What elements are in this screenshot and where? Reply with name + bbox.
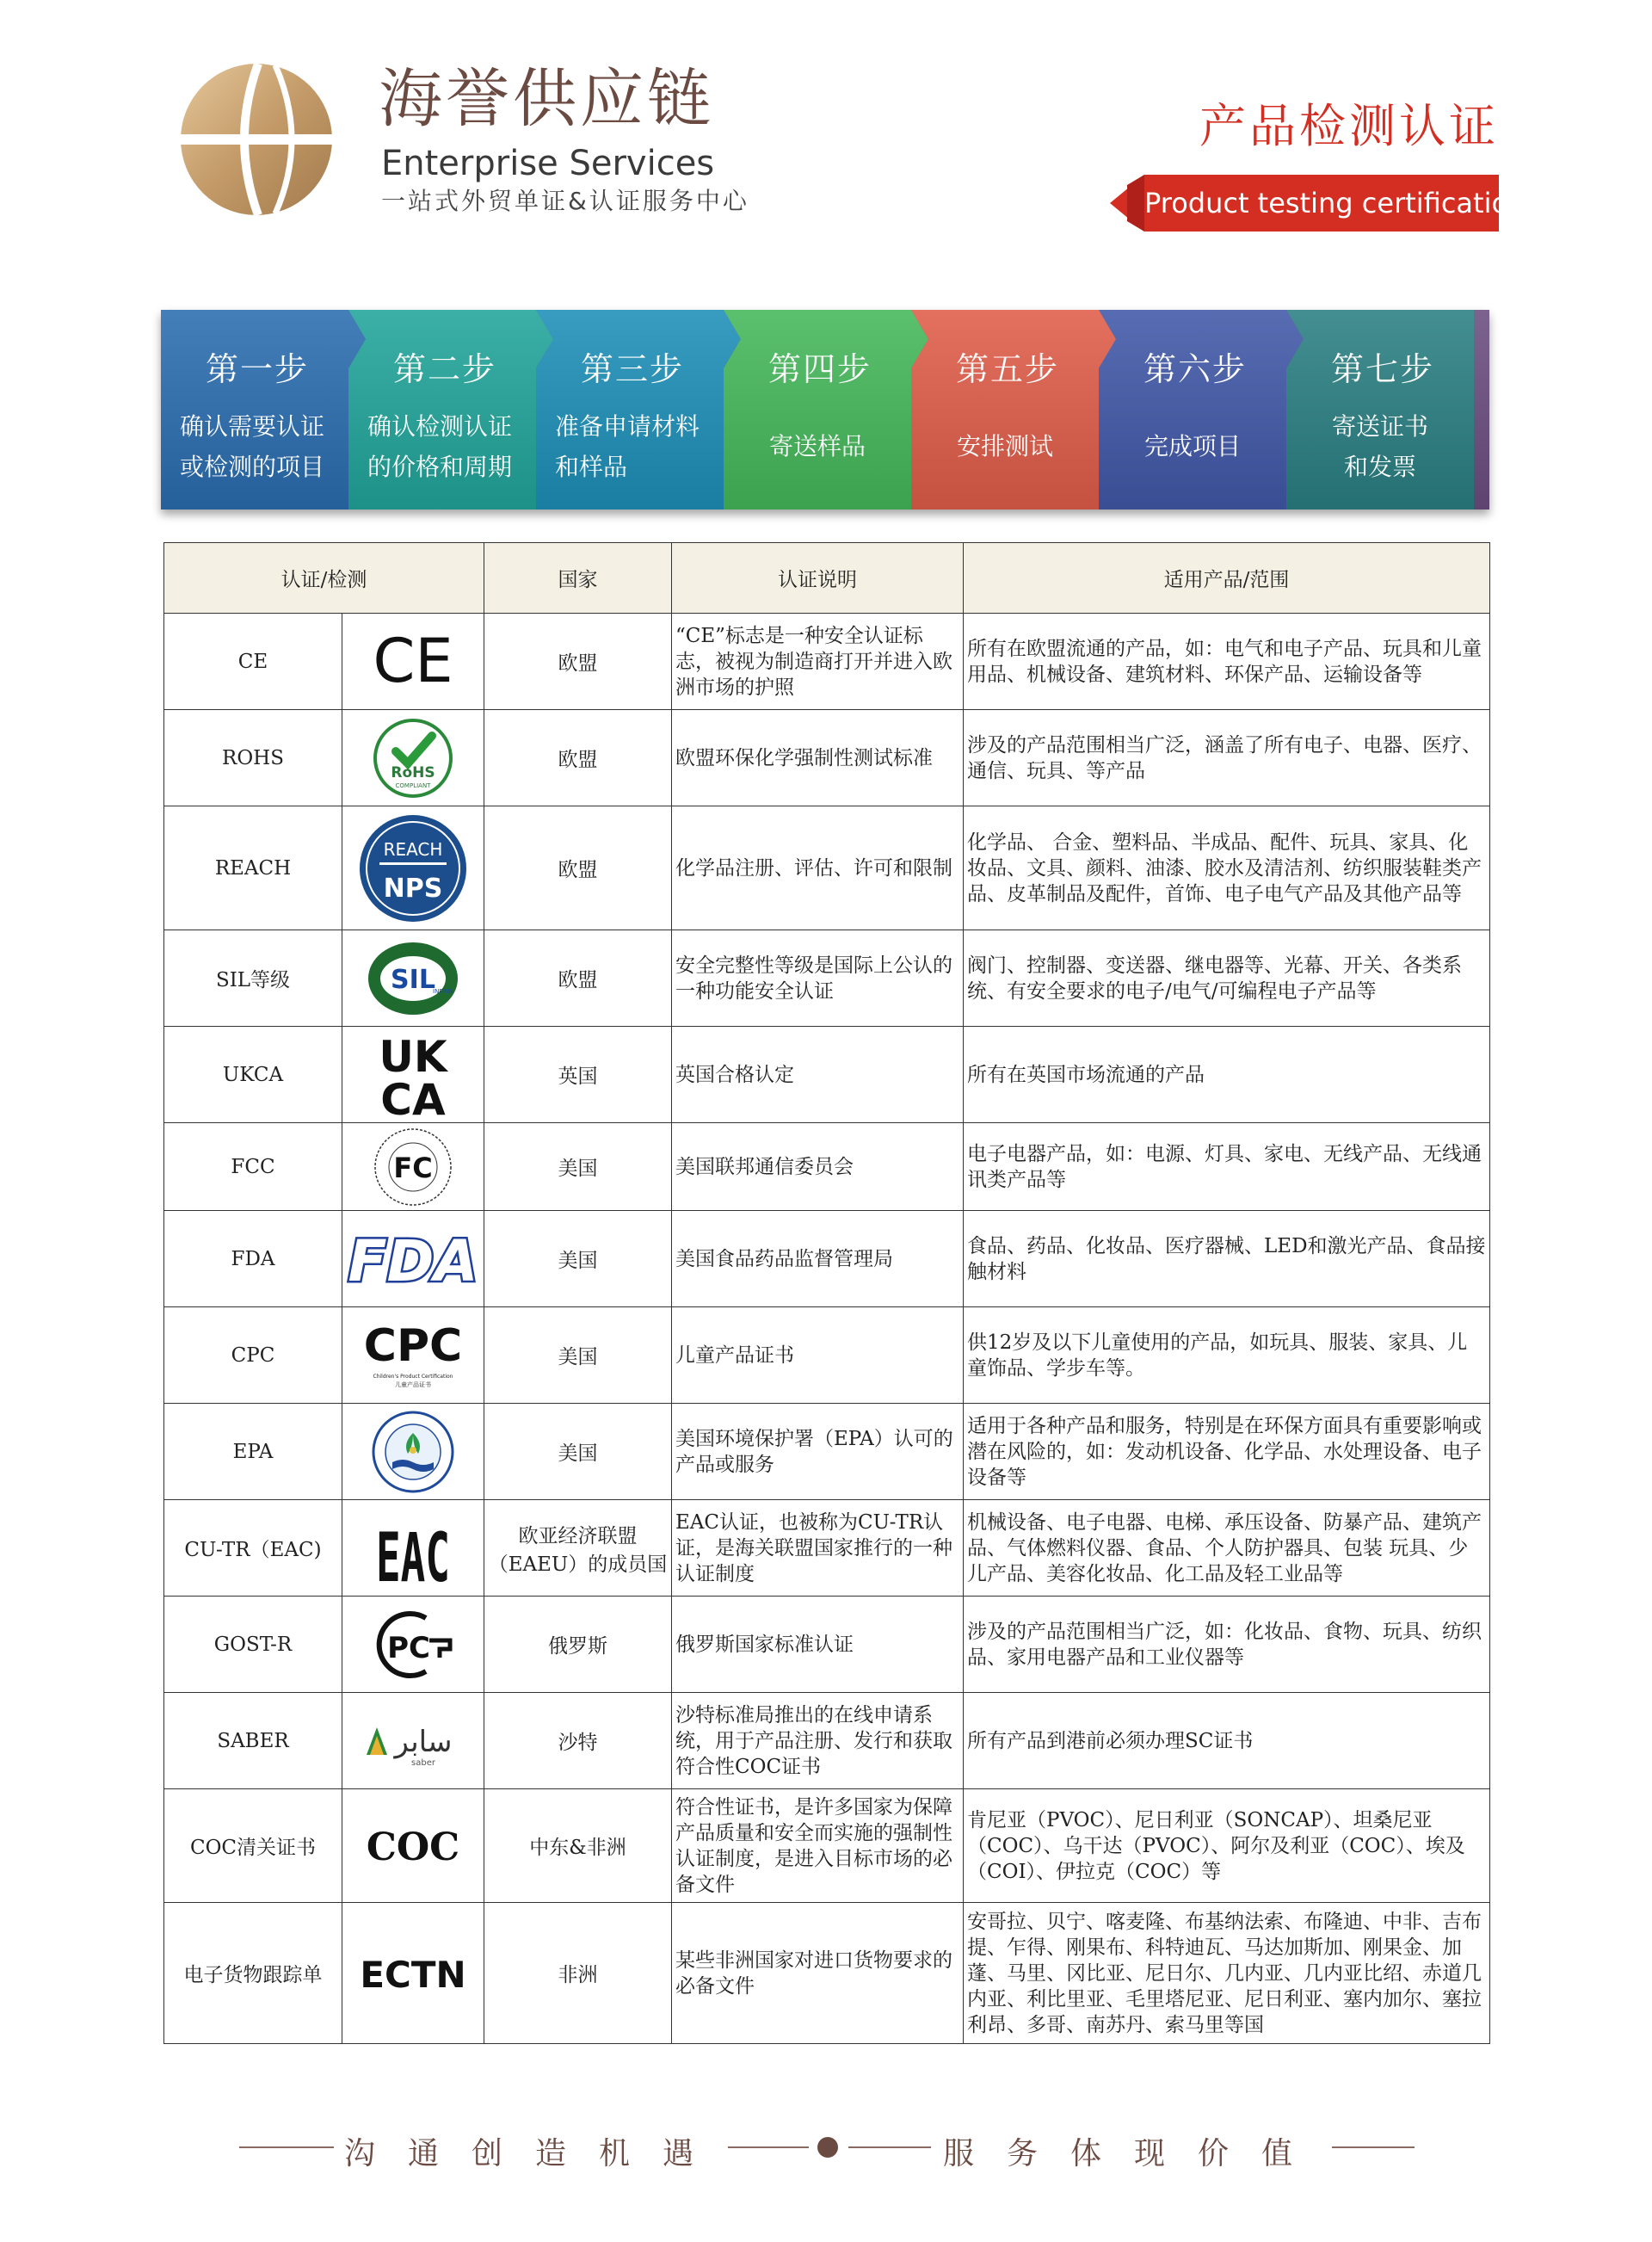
header-country: 国家 [484,543,672,614]
cert-desc: 美国环境保护署（EPA）认可的产品或服务 [672,1404,964,1500]
svg-text:CE: CE [373,625,453,696]
header-scope: 适用产品/范围 [964,543,1490,614]
step-5 [911,310,1099,510]
svg-text:FDA: FDA [348,1227,478,1294]
step-5-desc: 安排测试 [956,432,1053,460]
certification-table [163,542,1490,2044]
cert-country: 美国 [484,1123,672,1211]
rohs-logo-icon [342,710,484,806]
cert-country: 欧盟 [484,806,672,930]
cert-name: CU-TR（EAC) [164,1500,342,1597]
page-title-en-banner [1110,175,1526,232]
cert-desc: 安全完整性等级是国际上公认的一种功能安全认证 [672,930,964,1027]
svg-text:FC: FC [393,1151,433,1184]
table-header-row [164,543,1490,614]
step-1-desc: 确认需要认证或检测的项目 [180,412,325,481]
cert-scope: 所有产品到港前必须办理SC证书 [964,1693,1490,1789]
step-6-title: 第六步 [1143,350,1248,388]
cert-name: COC清关证书 [164,1789,342,1903]
cert-name: REACH [164,806,342,930]
footer-line-mid-left [728,2146,809,2148]
cert-desc: 某些非洲国家对进口货物要求的必备文件 [672,1903,964,2044]
table-row [164,1404,1490,1500]
reach-logo-icon [342,806,484,930]
svg-text:CA: CA [380,1074,446,1125]
cert-country: 美国 [484,1307,672,1404]
cert-scope: 食品、药品、化妆品、医疗器械、LED和激光产品、食品接触材料 [964,1211,1490,1307]
cert-name: CE [164,614,342,710]
cert-desc: “CE”标志是一种安全认证标志，被视为制造商打开并进入欧洲市场的护照 [672,614,964,710]
table-row [164,1123,1490,1211]
step-6 [1099,310,1286,510]
cert-scope: 电子电器产品，如：电源、灯具、家电、无线产品、无线通讯类产品等 [964,1123,1490,1211]
cert-country: 美国 [484,1211,672,1307]
step-7 [1286,310,1474,510]
fda-logo-icon [342,1211,484,1307]
brand-name-cn: 海誉供应链 [379,62,714,136]
cert-scope: 涉及的产品范围相当广泛，涵盖了所有电子、电器、医疗、通信、玩具、等产品 [964,710,1490,806]
step-1 [161,310,348,510]
header-cert: 认证/检测 [164,543,484,614]
step-7-title: 第七步 [1331,350,1435,388]
step-3-title: 第三步 [581,350,685,388]
cert-name: UKCA [164,1027,342,1123]
cert-desc: 美国食品药品监督管理局 [672,1211,964,1307]
svg-text:儿童产品证书: 儿童产品证书 [395,1380,431,1388]
cert-scope: 阀门、控制器、变送器、继电器等、光幕、开关、各类系统、有安全要求的电子/电气/可编程电子产品等 [964,930,1490,1027]
ukca-logo-icon [342,1027,484,1123]
ectn-logo-icon [342,1903,484,2044]
coc-logo-icon [342,1789,484,1903]
cert-name: CPC [164,1307,342,1404]
cert-scope: 所有在英国市场流通的产品 [964,1027,1490,1123]
cert-desc: 英国合格认定 [672,1027,964,1123]
cert-name: 电子货物跟踪单 [164,1903,342,2044]
svg-text:COMPLIANT: COMPLIANT [395,781,431,789]
footer-line-mid-right [848,2146,931,2148]
page-title-en: Product testing certification [1144,187,1526,219]
cert-name: EPA [164,1404,342,1500]
svg-text:UK: UK [379,1031,447,1082]
svg-text:ECTN: ECTN [360,1953,466,1996]
step-4-title: 第四步 [768,350,872,388]
steps-banner [161,310,1489,510]
table-row [164,1789,1490,1903]
table-row [164,1597,1490,1693]
page-title-cn: 产品检测认证 [1199,99,1499,153]
cert-country: 俄罗斯 [484,1597,672,1693]
cert-country: 中东&非洲 [484,1789,672,1903]
table-row [164,1693,1490,1789]
step-4-desc: 寄送样品 [768,432,866,460]
table-row [164,710,1490,806]
step-6-desc: 完成项目 [1143,432,1241,460]
cert-country: 沙特 [484,1693,672,1789]
table-row [164,1027,1490,1123]
footer-line-right [1332,2146,1415,2148]
step-7-desc: 寄送证书和发票 [1331,412,1428,481]
svg-text:PC: PC [387,1630,430,1665]
cert-desc: 俄罗斯国家标准认证 [672,1597,964,1693]
table-row [164,614,1490,710]
svg-text:INERIS: INERIS [433,987,453,995]
cert-scope: 安哥拉、贝宁、喀麦隆、布基纳法索、布隆迪、中非、吉布提、乍得、刚果布、科特迪瓦、马达加斯加、刚果金、加蓬、马里、冈比亚、尼日尔、几内亚、几内亚比绍、赤道几内亚、利比里亚、毛里塔尼亚、尼日利亚、塞内加尔、塞拉利昂、多哥、南苏丹、索马里等国 [964,1903,1490,2044]
svg-text:SIL: SIL [391,964,435,995]
svg-text:RoHS: RoHS [391,763,435,781]
cpc-logo-icon [342,1307,484,1404]
saber-logo-icon [342,1693,484,1789]
table-row [164,930,1490,1027]
svg-text:CPC: CPC [363,1319,463,1372]
cert-name: ROHS [164,710,342,806]
cert-desc: 符合性证书，是许多国家为保障产品质量和安全而实施的强制性认证制度，是进入目标市场的必备文件 [672,1789,964,1903]
cert-scope: 所有在欧盟流通的产品，如：电气和电子产品、玩具和儿童用品、机械设备、建筑材料、环保产品、运输设备等 [964,614,1490,710]
step-3 [536,310,724,510]
fcc-logo-icon [342,1123,484,1211]
svg-text:Children's Product Certificati: Children's Product Certification [373,1373,453,1380]
cert-name: FCC [164,1123,342,1211]
footer-dot-icon [817,2137,838,2158]
cert-scope: 适用于各种产品和服务，特别是在环保方面具有重要影响或潜在风险的，如：发动机设备、化学品、水处理设备、电子设备等 [964,1404,1490,1500]
brand-tagline: 一站式外贸单证&认证服务中心 [381,187,749,215]
table-row [164,1211,1490,1307]
cert-country: 欧亚经济联盟（EAEU）的成员国 [484,1500,672,1597]
cert-country: 欧盟 [484,710,672,806]
svg-text:NPS: NPS [383,873,443,904]
svg-text:REACH: REACH [383,838,443,860]
step-2-title: 第二步 [393,350,497,388]
footer-slogan [0,2126,1652,2169]
svg-text:COC: COC [366,1825,460,1869]
cert-desc: 美国联邦通信委员会 [672,1123,964,1211]
footer-slogan-left: 沟通创造机遇 [344,2136,727,2171]
step-3-desc: 准备申请材料和样品 [555,412,700,481]
step-4 [724,310,911,510]
table-row [164,806,1490,930]
cert-name: SABER [164,1693,342,1789]
cert-desc: EAC认证，也被称为CU-TR认证，是海关联盟国家推行的一种认证制度 [672,1500,964,1597]
step-1-title: 第一步 [206,350,310,388]
table-row [164,1307,1490,1404]
header-desc: 认证说明 [672,543,964,614]
brand-logo-icon [179,62,334,217]
brand-name-en: Enterprise Services [381,144,715,183]
cert-name: GOST-R [164,1597,342,1693]
cert-country: 英国 [484,1027,672,1123]
cert-name: FDA [164,1211,342,1307]
cert-country: 欧盟 [484,930,672,1027]
cert-desc: 儿童产品证书 [672,1307,964,1404]
cert-name: SIL等级 [164,930,342,1027]
svg-text:saber: saber [411,1757,435,1768]
cert-country: 非洲 [484,1903,672,2044]
step-5-title: 第五步 [956,350,1060,388]
cert-country: 欧盟 [484,614,672,710]
cert-scope: 供12岁及以下儿童使用的产品，如玩具、服装、家具、儿童饰品、学步车等。 [964,1307,1490,1404]
cert-scope: 机械设备、电子电器、电梯、承压设备、防暴产品、建筑产品、气体燃料仪器、食品、个人防护器具、包装 玩具、少儿产品、美容化妆品、化工品及轻工业品等 [964,1500,1490,1597]
cert-desc: 沙特标准局推出的在线申请系统，用于产品注册、发行和获取符合性COC证书 [672,1693,964,1789]
cert-desc: 欧盟环保化学强制性测试标准 [672,710,964,806]
table-row [164,1903,1490,2044]
svg-text:EAC: EAC [376,1519,450,1597]
cert-country: 美国 [484,1404,672,1500]
gost-logo-icon [342,1597,484,1693]
epa-logo-icon [342,1404,484,1500]
step-2-desc: 确认检测认证的价格和周期 [367,412,513,481]
step-2 [348,310,536,510]
sil-logo-icon [342,930,484,1027]
eac-logo-icon [342,1500,484,1597]
ce-logo-icon [342,614,484,710]
cert-scope: 涉及的产品范围相当广泛，如：化妆品、食物、玩具、纺织品、家用电器产品和工业仪器等 [964,1597,1490,1693]
footer-slogan-right: 服务体现价值 [943,2136,1326,2171]
cert-scope: 肯尼亚（PVOC）、尼日利亚（SONCAP）、坦桑尼亚（COC）、乌干达（PVOC）、阿尔及利亚（COC）、埃及（COI）、伊拉克（COC）等 [964,1789,1490,1903]
table-row [164,1500,1490,1597]
cert-scope: 化学品、 合金、塑料品、半成品、配件、玩具、家具、化妆品、文具、颜料、油漆、胶水及清洁剂、纺织服装鞋类产品、皮革制品及配件，首饰、电子电气产品及其他产品等 [964,806,1490,930]
cert-desc: 化学品注册、评估、许可和限制 [672,806,964,930]
svg-text:سابر: سابر [394,1724,453,1759]
footer-line-left [239,2146,334,2148]
